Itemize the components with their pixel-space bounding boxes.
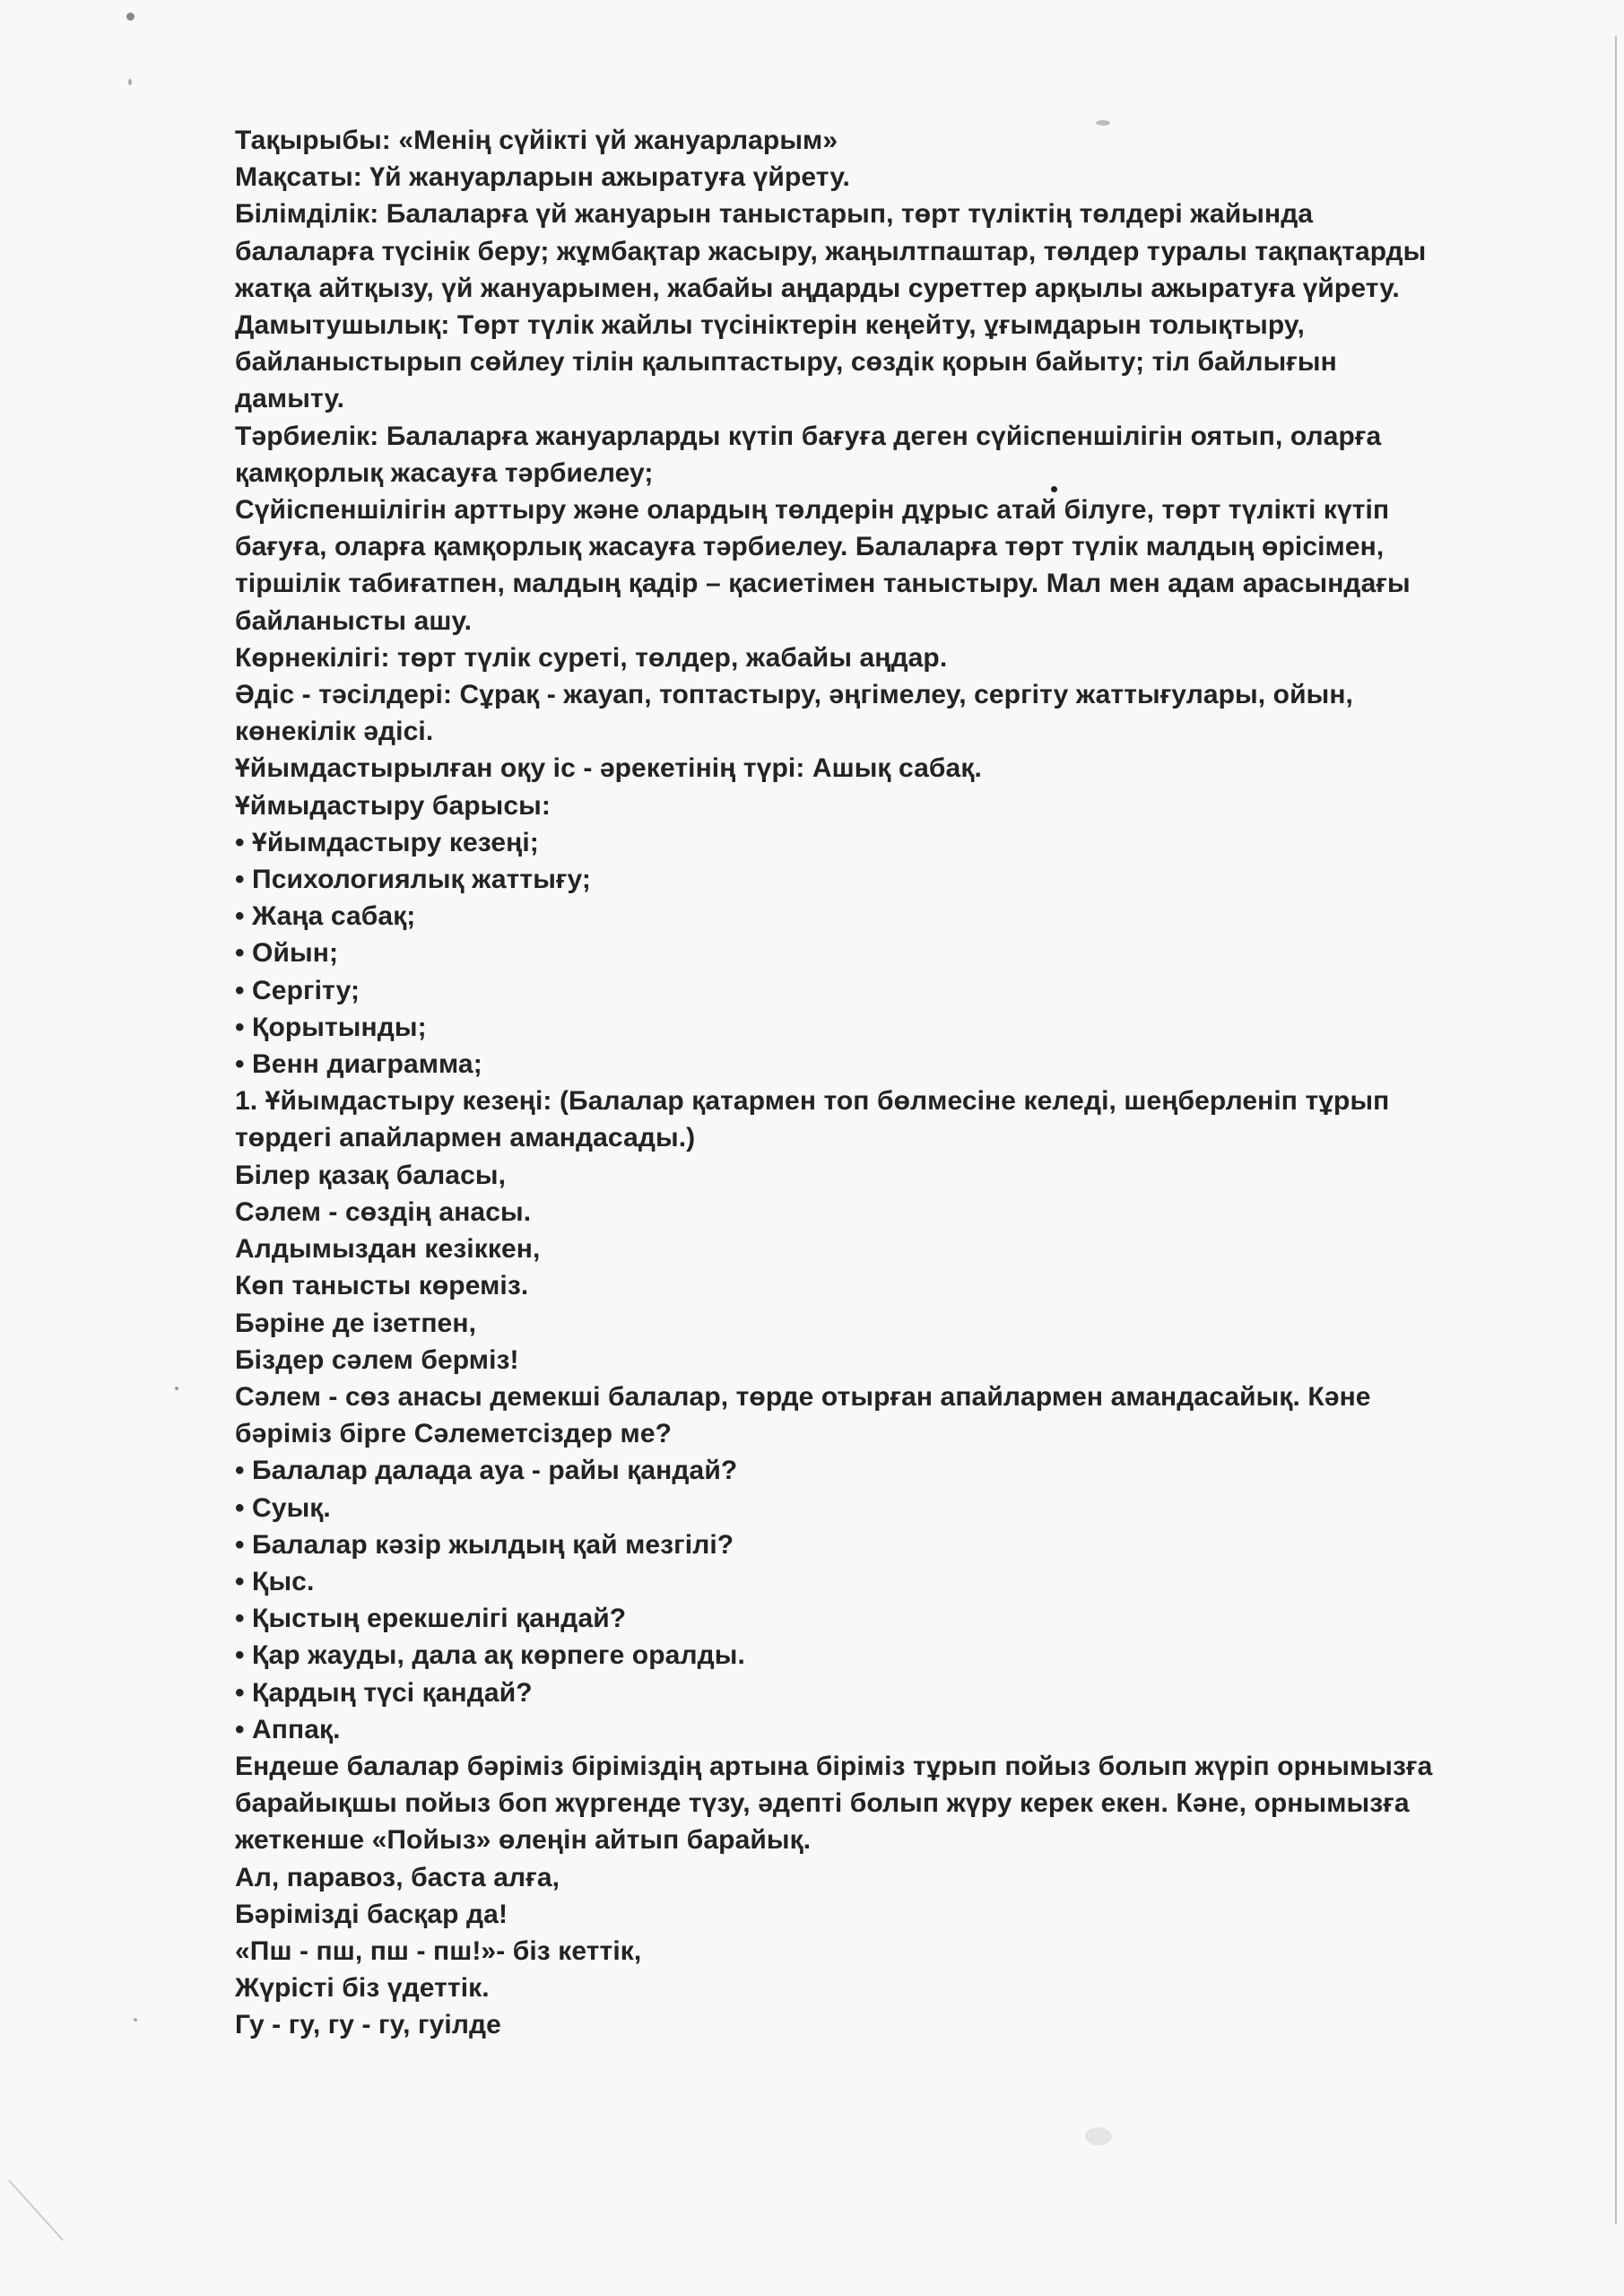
list-item: • Суық. (235, 1492, 331, 1523)
text-line: төрдегі апайлармен амандасады.) (235, 1123, 696, 1153)
text-line: байланысты ашу. (235, 605, 473, 636)
poem-line: Көп танысты көреміз. (235, 1271, 529, 1301)
scan-speck (1096, 120, 1110, 126)
text-line: бағуға, оларға қамқорлық жасауға тәрбиелеу. Балаларға төрт түлік малдың өрісімен, (235, 532, 1385, 562)
text-line: балаларға түсінік беру; жұмбақтар жасыру, жаңылтпаштар, төлдер туралы тақпақтарды (235, 236, 1427, 266)
text-line: жатқа айтқызу, үй жануарымен, жабайы аңдарды суреттер арқылы ажыратуға үйрету. (235, 273, 1400, 303)
text-line: тіршілік табиғатпен, малдың қадір – қасиетімен таныстыру. Мал мен адам арасындағы (235, 569, 1411, 599)
text-line: қамқорлық жасауға тәрбиелеу; (235, 457, 654, 488)
text-line: бәріміз бірге Сәлеметсіздер ме? (235, 1419, 673, 1449)
poem-line: Жүрісті біз үдеттік. (235, 1973, 490, 2004)
text-line: Тақырыбы: «Менің сүйікті үй жануарларым» (235, 126, 838, 155)
poem-line: Білер қазақ баласы, (235, 1160, 507, 1190)
list-item: • Венн диаграмма; (235, 1049, 482, 1080)
text-line: барайықшы пойыз боп жүргенде түзу, әдепті болып жүру керек екен. Кәне, орнымызға (235, 1788, 1410, 1819)
list-item: • Қардың түсі қандай? (235, 1677, 533, 1708)
poem-line: «Пш - пш, пш - пш!»- біз кеттік, (235, 1935, 642, 1966)
text-line: Ендеше балалар бәріміз біріміздің артына біріміз тұрып пойыз болып жүріп орнымызға (235, 1751, 1433, 1781)
poem-line: Бәрімізді басқар да! (235, 1899, 508, 1929)
text-line: Сүйіспеншілігін арттыру және олардың төлдерін дұрыс атай білуге, төрт түлікті күтіп (235, 495, 1390, 526)
text-line: Ұйымдастырылған оқу іс - әрекетінің түрі: Ашық сабақ. (235, 753, 982, 784)
list-item: • Ойын; (235, 938, 339, 969)
text-line: Дамытушылық: Төрт түлік жайлы түсініктерін кеңейту, ұғымдарын толықтыру, (235, 310, 1305, 341)
text-line: Әдіс - тәсілдері: Сұрақ - жауап, топтастыру, әңгімелеу, сергіту жаттығулары, ойын, (235, 680, 1353, 710)
list-item: • Психологиялық жаттығу; (235, 865, 591, 895)
text-line: Көрнекілігі: төрт түлік суреті, төлдер, жабайы аңдар. (235, 642, 948, 673)
list-item: • Балалар кәзір жылдың қай мезгілі? (235, 1529, 734, 1560)
text-line: байланыстырып сөйлеу тілін қалыптастыру, сөздік қорын байыту; тіл байлығын (235, 347, 1337, 378)
text-line: 1. Ұйымдастыру кезеңі: (Балалар қатармен топ бөлмесіне келеді, шеңберленіп тұрып (235, 1086, 1390, 1117)
list-item: • Қорытынды; (235, 1012, 427, 1042)
scan-speck (126, 13, 135, 21)
scan-speck (128, 79, 132, 85)
list-item: • Балалар далада ауа - райы қандай? (235, 1456, 738, 1486)
poem-line: Бәріне де ізетпен, (235, 1308, 477, 1338)
scan-speck (1085, 2127, 1112, 2145)
text-line: Білімділік: Балаларға үй жануарын таныстарып, төрт түліктің төлдері жайында (235, 199, 1314, 230)
list-item: • Жаңа сабақ; (235, 901, 416, 932)
list-item: • Ұйымдастыру кезеңі; (235, 827, 539, 857)
poem-line: Гу - гу, гу - гу, гуілде (235, 2010, 501, 2040)
list-item: • Қыс. (235, 1566, 315, 1596)
list-item: • Аппақ. (235, 1714, 341, 1744)
list-item: • Сергіту; (235, 975, 360, 1005)
scan-speck (175, 1387, 178, 1390)
poem-line: Алдымыздан кезіккен, (235, 1234, 541, 1265)
poem-line: Ал, паравоз, баста алға, (235, 1862, 560, 1892)
text-line: Ұймыдастыру барысы: (235, 790, 551, 821)
poem-line: Біздер сәлем берміз! (235, 1344, 519, 1375)
document-body (235, 122, 1526, 2044)
scan-speck (134, 2018, 137, 2022)
text-line: Тәрбиелік: Балаларға жануарларды күтіп бағуға деген сүйіспеншілігін оятып, оларға (235, 421, 1382, 451)
list-item: • Қыстың ерекшелігі қандай? (235, 1604, 627, 1634)
text-line: Сәлем - сөз анасы демекші балалар, төрде отырған апайлармен амандасайық. Кәне (235, 1381, 1371, 1412)
text-line: жеткенше «Пойыз» өлеңін айтып барайық. (235, 1825, 812, 1856)
scan-scratch (8, 2179, 64, 2240)
poem-line: Сәлем - сөздің анасы. (235, 1196, 532, 1227)
text-line: көнекілік әдісі. (235, 717, 434, 747)
scan-edge-mark (1615, 36, 1617, 2224)
text-line: Мақсаты: Үй жануарларын ажыратуға үйрету. (235, 162, 850, 193)
scan-speck (1051, 486, 1057, 492)
text-line: дамыту. (235, 384, 345, 414)
list-item: • Қар жауды, дала ақ көрпеге оралды. (235, 1640, 745, 1671)
